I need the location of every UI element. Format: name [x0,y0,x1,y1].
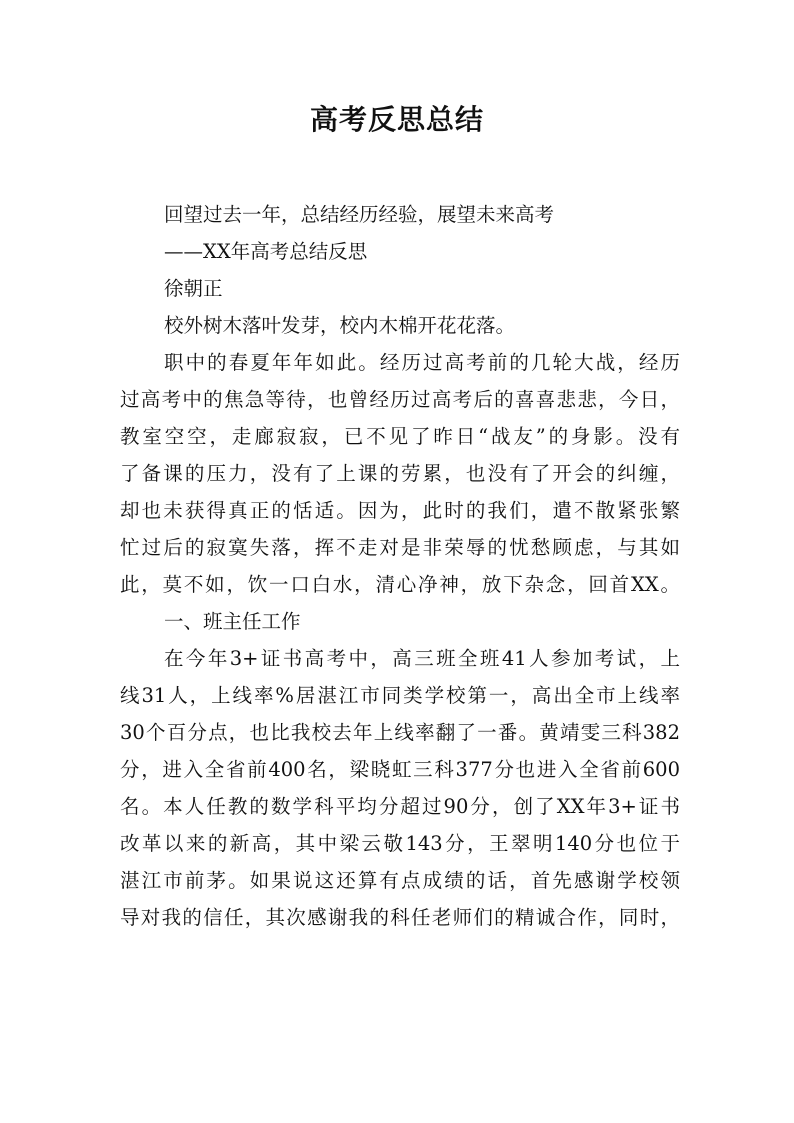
document-title: 高考反思总结 [309,103,484,136]
subtitle-line: 回望过去一年，总结经历经验，展望未来高考 [164,203,555,226]
paragraph-line: 改革以来的新高，其中梁云敬143分，王翠明140分也位于 [120,832,680,855]
paragraph-line: 此，莫不如，饮一口白水，清心净神，放下杂念，回首XX。 [120,573,680,596]
subtitle-dash-line: ——XX年高考总结反思 [164,240,368,263]
paragraph-line: 教室空空，走廊寂寂，已不见了昨日“战友”的身影。没有 [120,425,680,448]
paragraph-line: 了备课的压力，没有了上课的劳累，也没有了开会的纠缠， [120,462,680,485]
paragraph-line: 分，进入全省前400名，梁晓虹三科377分也进入全省前600 [120,758,680,781]
paragraph-line: 校外树木落叶发芽，校内木棉开花花落。 [164,314,516,337]
document-body [120,196,680,936]
paragraph-line: 过高考中的焦急等待，也曾经历过高考后的喜喜悲悲，今日， [120,388,680,411]
paragraph-line: 导对我的信任，其次感谢我的科任老师们的精诚合作，同时， [120,906,680,929]
paragraph-line: 却也未获得真正的恬适。因为，此时的我们，遣不散紧张繁 [120,499,680,522]
paragraph-line: 职中的春夏年年如此。经历过高考前的几轮大战，经历 [164,351,680,374]
paragraph-line: 线31人，上线率%居湛江市同类学校第一，高出全市上线率 [120,684,680,707]
section-heading: 一、班主任工作 [164,610,301,633]
paragraph-line: 忙过后的寂寞失落，挥不走对是非荣辱的忧愁顾虑，与其如 [120,536,680,559]
paragraph-line: 名。本人任教的数学科平均分超过90分，创了XX年3+证书 [120,795,680,818]
paragraph-line: 湛江市前茅。如果说这还算有点成绩的话，首先感谢学校领 [120,869,680,892]
paragraph-line: 在今年3+证书高考中，高三班全班41人参加考试，上 [164,647,680,670]
paragraph-line: 30个百分点，也比我校去年上线率翻了一番。黄靖雯三科382 [120,721,680,744]
author-line: 徐朝正 [164,277,223,300]
